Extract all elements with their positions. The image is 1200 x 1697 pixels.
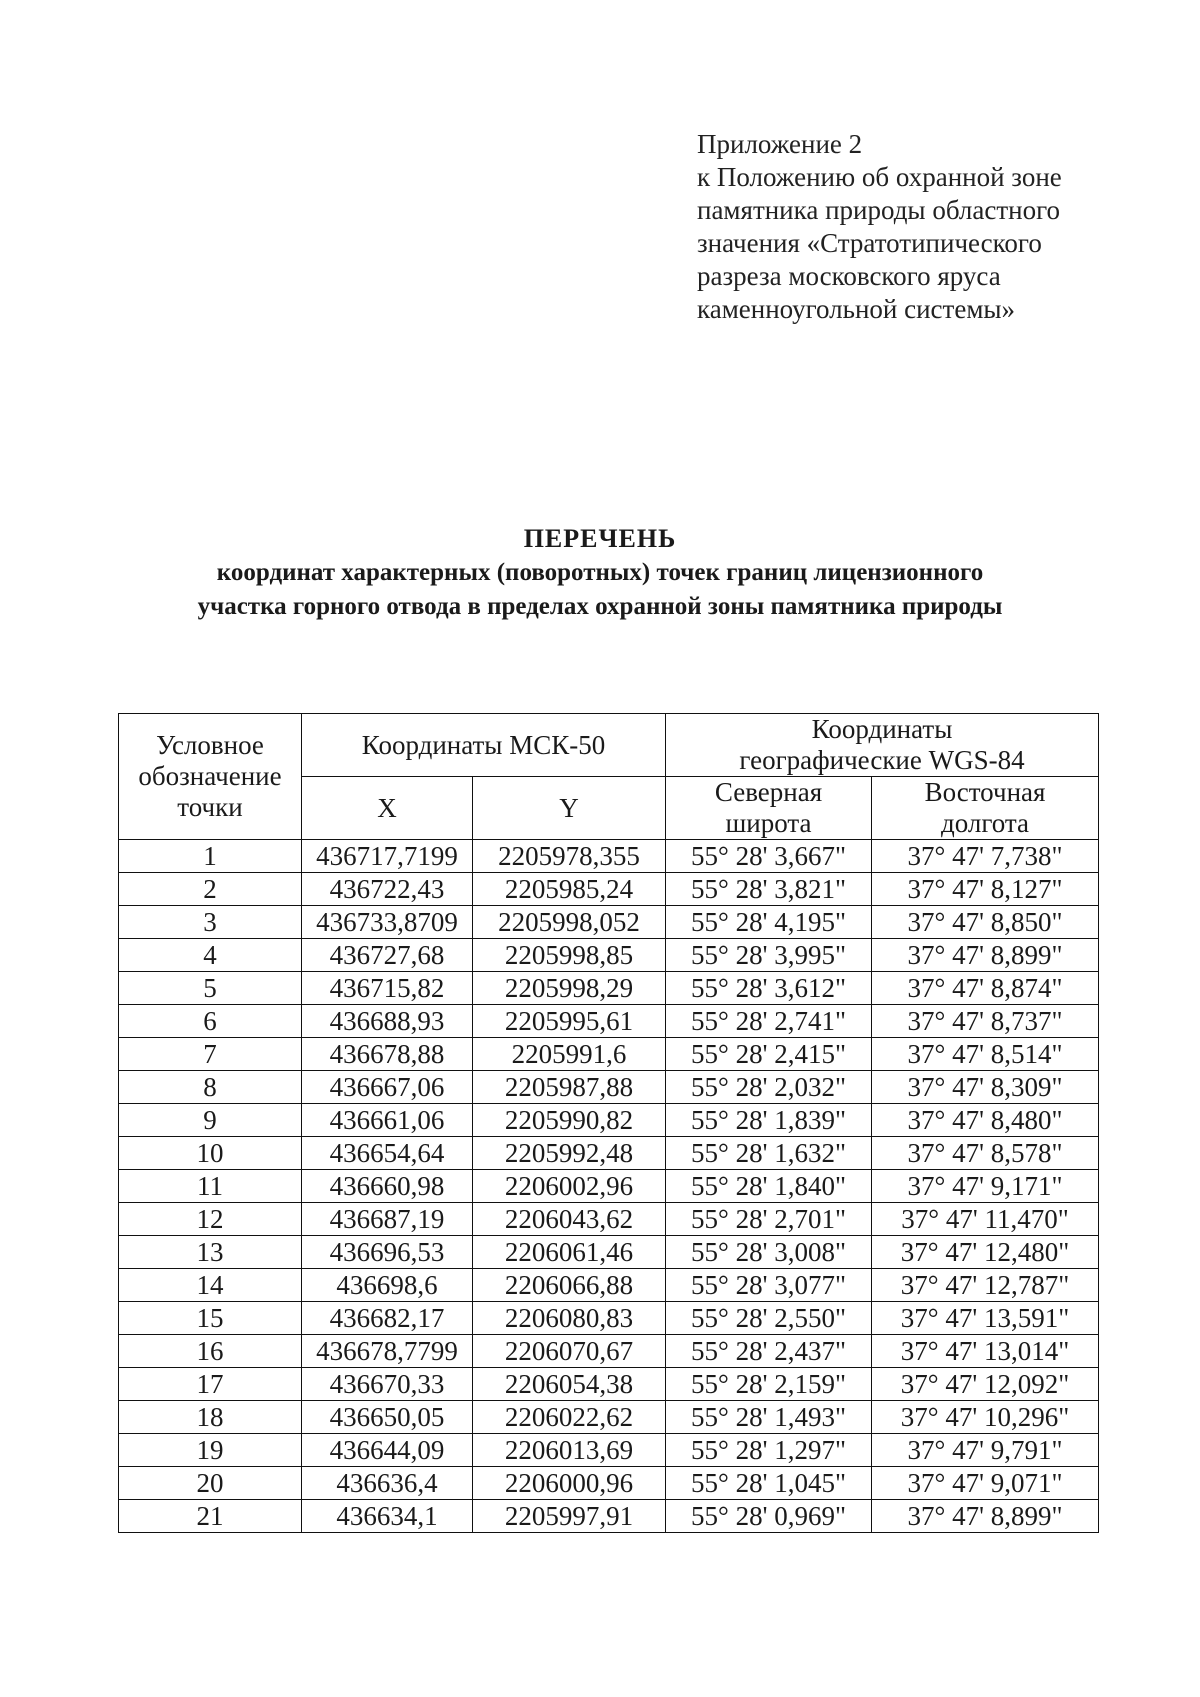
cell-longitude: 37° 47' 9,171" [872, 1170, 1099, 1203]
cell-y: 2205998,29 [473, 972, 666, 1005]
document-heading [0, 522, 1200, 624]
cell-y: 2205985,24 [473, 873, 666, 906]
cell-x: 436696,53 [302, 1236, 473, 1269]
table-row [119, 1071, 1099, 1104]
cell-point: 20 [119, 1467, 302, 1500]
table-row [119, 1104, 1099, 1137]
cell-latitude: 55° 28' 1,297" [666, 1434, 872, 1467]
appendix-note [697, 128, 1137, 326]
cell-latitude: 55° 28' 2,437" [666, 1335, 872, 1368]
table-row [119, 1467, 1099, 1500]
table-row [119, 1500, 1099, 1533]
cell-y: 2206061,46 [473, 1236, 666, 1269]
cell-x: 436688,93 [302, 1005, 473, 1038]
cell-latitude: 55° 28' 2,159" [666, 1368, 872, 1401]
cell-longitude: 37° 47' 12,787" [872, 1269, 1099, 1302]
appendix-line: Приложение 2 [697, 129, 863, 159]
header-y: Y [473, 777, 666, 840]
cell-longitude: 37° 47' 13,014" [872, 1335, 1099, 1368]
cell-x: 436650,05 [302, 1401, 473, 1434]
cell-point: 5 [119, 972, 302, 1005]
cell-latitude: 55° 28' 1,839" [666, 1104, 872, 1137]
cell-latitude: 55° 28' 1,840" [666, 1170, 872, 1203]
cell-point: 17 [119, 1368, 302, 1401]
coordinates-table [118, 713, 1099, 1533]
cell-longitude: 37° 47' 8,899" [872, 1500, 1099, 1533]
cell-x: 436634,1 [302, 1500, 473, 1533]
cell-y: 2206054,38 [473, 1368, 666, 1401]
table-row [119, 1269, 1099, 1302]
cell-y: 2205991,6 [473, 1038, 666, 1071]
cell-latitude: 55° 28' 2,550" [666, 1302, 872, 1335]
table-row [119, 939, 1099, 972]
table-row [119, 1170, 1099, 1203]
cell-longitude: 37° 47' 12,480" [872, 1236, 1099, 1269]
cell-x: 436678,7799 [302, 1335, 473, 1368]
header-point: Условное обозначение точки [119, 714, 302, 840]
cell-x: 436654,64 [302, 1137, 473, 1170]
cell-y: 2205998,85 [473, 939, 666, 972]
table-row [119, 873, 1099, 906]
cell-y: 2205995,61 [473, 1005, 666, 1038]
cell-latitude: 55° 28' 4,195" [666, 906, 872, 939]
cell-point: 13 [119, 1236, 302, 1269]
appendix-line: каменноугольной системы» [697, 294, 1016, 324]
cell-x: 436670,33 [302, 1368, 473, 1401]
cell-longitude: 37° 47' 11,470" [872, 1203, 1099, 1236]
cell-y: 2206070,67 [473, 1335, 666, 1368]
cell-y: 2205992,48 [473, 1137, 666, 1170]
cell-latitude: 55° 28' 2,741" [666, 1005, 872, 1038]
cell-latitude: 55° 28' 2,032" [666, 1071, 872, 1104]
cell-longitude: 37° 47' 13,591" [872, 1302, 1099, 1335]
cell-y: 2206043,62 [473, 1203, 666, 1236]
cell-point: 8 [119, 1071, 302, 1104]
cell-point: 21 [119, 1500, 302, 1533]
cell-latitude: 55° 28' 3,821" [666, 873, 872, 906]
cell-longitude: 37° 47' 9,071" [872, 1467, 1099, 1500]
cell-latitude: 55° 28' 2,415" [666, 1038, 872, 1071]
cell-longitude: 37° 47' 8,737" [872, 1005, 1099, 1038]
cell-x: 436722,43 [302, 873, 473, 906]
cell-point: 1 [119, 840, 302, 873]
cell-point: 14 [119, 1269, 302, 1302]
cell-point: 12 [119, 1203, 302, 1236]
cell-x: 436717,7199 [302, 840, 473, 873]
cell-longitude: 37° 47' 8,874" [872, 972, 1099, 1005]
cell-latitude: 55° 28' 1,632" [666, 1137, 872, 1170]
cell-longitude: 37° 47' 10,296" [872, 1401, 1099, 1434]
cell-longitude: 37° 47' 8,514" [872, 1038, 1099, 1071]
cell-latitude: 55° 28' 0,969" [666, 1500, 872, 1533]
table-row [119, 840, 1099, 873]
cell-y: 2205987,88 [473, 1071, 666, 1104]
cell-point: 19 [119, 1434, 302, 1467]
cell-point: 10 [119, 1137, 302, 1170]
cell-y: 2206022,62 [473, 1401, 666, 1434]
cell-y: 2206080,83 [473, 1302, 666, 1335]
cell-x: 436687,19 [302, 1203, 473, 1236]
cell-point: 7 [119, 1038, 302, 1071]
cell-x: 436727,68 [302, 939, 473, 972]
table-row [119, 1434, 1099, 1467]
cell-latitude: 55° 28' 1,045" [666, 1467, 872, 1500]
appendix-line: разреза московского яруса [697, 261, 1001, 291]
cell-latitude: 55° 28' 3,667" [666, 840, 872, 873]
cell-longitude: 37° 47' 8,480" [872, 1104, 1099, 1137]
cell-y: 2205998,052 [473, 906, 666, 939]
cell-y: 2206066,88 [473, 1269, 666, 1302]
header-lon: Восточная долгота [872, 777, 1099, 840]
cell-point: 18 [119, 1401, 302, 1434]
table-row [119, 972, 1099, 1005]
cell-longitude: 37° 47' 8,578" [872, 1137, 1099, 1170]
cell-longitude: 37° 47' 8,127" [872, 873, 1099, 906]
cell-y: 2206013,69 [473, 1434, 666, 1467]
cell-y: 2205990,82 [473, 1104, 666, 1137]
cell-x: 436660,98 [302, 1170, 473, 1203]
cell-y: 2205978,355 [473, 840, 666, 873]
document-subtitle-line2: участка горного отвода в пределах охранной зоны памятника природы [197, 593, 1003, 620]
table-row [119, 1203, 1099, 1236]
appendix-line: памятника природы областного [697, 195, 1060, 225]
table-row [119, 1005, 1099, 1038]
appendix-line: к Положению об охранной зоне [697, 162, 1062, 192]
header-lat: Северная широта [666, 777, 872, 840]
cell-x: 436682,17 [302, 1302, 473, 1335]
cell-point: 4 [119, 939, 302, 972]
cell-point: 3 [119, 906, 302, 939]
cell-point: 9 [119, 1104, 302, 1137]
document-subtitle-line1: координат характерных (поворотных) точек границ лицензионного [216, 559, 984, 586]
cell-latitude: 55° 28' 3,077" [666, 1269, 872, 1302]
table-row [119, 1236, 1099, 1269]
table-row [119, 1137, 1099, 1170]
cell-x: 436678,88 [302, 1038, 473, 1071]
cell-latitude: 55° 28' 3,008" [666, 1236, 872, 1269]
appendix-line: значения «Стратотипического [697, 228, 1042, 258]
document-title: ПЕРЕЧЕНЬ [523, 524, 677, 553]
table-row [119, 1302, 1099, 1335]
cell-x: 436636,4 [302, 1467, 473, 1500]
cell-y: 2206002,96 [473, 1170, 666, 1203]
cell-longitude: 37° 47' 8,899" [872, 939, 1099, 972]
cell-longitude: 37° 47' 7,738" [872, 840, 1099, 873]
cell-point: 11 [119, 1170, 302, 1203]
cell-point: 16 [119, 1335, 302, 1368]
cell-point: 15 [119, 1302, 302, 1335]
cell-longitude: 37° 47' 8,309" [872, 1071, 1099, 1104]
cell-x: 436733,8709 [302, 906, 473, 939]
cell-point: 2 [119, 873, 302, 906]
cell-x: 436644,09 [302, 1434, 473, 1467]
table-row [119, 1335, 1099, 1368]
cell-latitude: 55° 28' 2,701" [666, 1203, 872, 1236]
table-header [119, 714, 1099, 840]
cell-y: 2205997,91 [473, 1500, 666, 1533]
table-body [119, 840, 1099, 1533]
table-row [119, 1038, 1099, 1071]
cell-longitude: 37° 47' 9,791" [872, 1434, 1099, 1467]
cell-x: 436667,06 [302, 1071, 473, 1104]
header-x: X [302, 777, 473, 840]
header-geo: Координаты географические WGS-84 [666, 714, 1099, 777]
cell-latitude: 55° 28' 3,612" [666, 972, 872, 1005]
cell-x: 436698,6 [302, 1269, 473, 1302]
cell-latitude: 55° 28' 3,995" [666, 939, 872, 972]
header-msk: Координаты МСК-50 [302, 714, 666, 777]
cell-x: 436661,06 [302, 1104, 473, 1137]
cell-longitude: 37° 47' 12,092" [872, 1368, 1099, 1401]
cell-latitude: 55° 28' 1,493" [666, 1401, 872, 1434]
cell-y: 2206000,96 [473, 1467, 666, 1500]
cell-x: 436715,82 [302, 972, 473, 1005]
table-row [119, 906, 1099, 939]
table-row [119, 1401, 1099, 1434]
cell-longitude: 37° 47' 8,850" [872, 906, 1099, 939]
cell-point: 6 [119, 1005, 302, 1038]
table-row [119, 1368, 1099, 1401]
